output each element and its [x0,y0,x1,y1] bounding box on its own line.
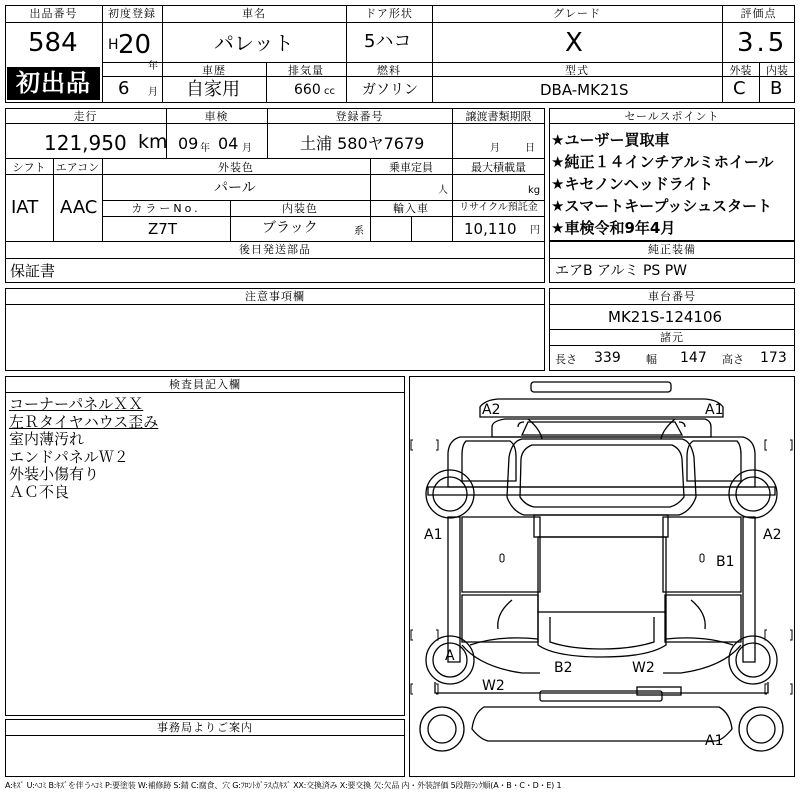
width-value: 147 [680,350,707,366]
length-label: 長さ [555,353,577,366]
door-label: ドア形状 [365,7,413,20]
lot-label: 出品番号 [29,7,78,20]
fuel-value: ガソリン [362,82,418,98]
mileage-unit: km [138,131,168,153]
grade-label: グレード [553,7,601,20]
exterior-grade-label: 外装 [729,64,752,77]
sales-points-label: セールスポイント [624,110,720,123]
office-label: 事務局よりご案内 [157,721,253,734]
damage-mark: W2 [632,660,655,676]
shift-value: IAT [11,197,39,218]
reg-month: 6 [118,78,130,99]
specs-label: 諸元 [660,331,684,344]
displacement-label: 排気量 [288,64,324,77]
plate-value: 土浦 580ヤ7679 [300,134,425,153]
equipment-value: エアB アルミ PS PW [555,263,688,279]
ac-value: AAC [60,197,98,218]
inspection-month-unit: 月 [242,143,252,154]
first-listing-badge: 初出品 [7,67,100,100]
equipment-label: 純正装備 [648,243,696,256]
lot-number: 584 [28,28,78,58]
later-parts-value: 保証書 [10,262,56,280]
car-name: パレット [214,31,294,55]
transfer-label: 譲渡書類期限 [465,110,532,123]
car-diagram [410,377,793,775]
caution-label: 注意事項欄 [245,290,305,303]
damage-mark: B2 [554,660,573,676]
interior-grade: B [770,78,783,99]
inspector-note: 室内薄汚れ [9,430,85,448]
inspection-year: 09 [178,134,199,153]
damage-legend: A:ｷｽﾞ U:ﾍｺﾐ B:ｷｽﾞを伴うﾍｺﾐ P:要塗装 W:補修跡 S:錆 C:腐食、穴 G:ﾌﾛﾝﾄｶﾞﾗｽ点ｷｽﾞ XX:交換済み X:要交換 欠:欠品 内・外装評価 5段階ﾗﾝｸ順(A・B・C・D・E) 1 [5,781,562,790]
model-label: 型式 [565,64,589,77]
max-load-label: 最大積載量 [471,161,526,174]
reg-era: H [108,37,119,53]
chassis-number: MK21S-124106 [608,308,723,326]
inspector-note: 外装小傷有り [9,465,100,483]
inspection-month: 04 [218,134,239,153]
exterior-color-value: パール [214,180,256,196]
damage-mark: A1 [705,733,724,749]
inspection-label: 車検 [204,110,229,123]
reg-year: 20 [118,30,152,60]
sales-point: ★車検令和9年4月 [551,219,676,237]
door-value: 5ハコ [364,31,412,52]
damage-mark: A [445,648,455,664]
reg-month-unit: 月 [148,87,158,98]
score-label: 評価点 [740,7,777,20]
interior-color-unit: 系 [354,226,364,237]
fuel-label: 燃料 [377,64,401,77]
interior-color-value: ブラック [262,220,318,236]
sales-points-list [551,129,774,239]
inspector-notes [9,396,158,501]
color-number-label: カラーNo. [131,202,201,215]
ac-label: エアコン [55,161,100,174]
damage-mark: A1 [705,402,724,418]
model-value: DBA-MK21S [540,81,629,99]
inspector-note: コーナーパネルＸＸ [9,395,144,413]
damage-mark: W2 [482,678,505,694]
damage-mark: A2 [482,402,501,418]
damage-mark: A2 [763,527,782,543]
recycle-label: リサイクル預託金 [459,202,538,213]
exterior-grade: C [733,78,746,99]
car-diagram-box [409,376,795,777]
mileage-label: 走行 [73,110,98,123]
sales-point: ★純正１４インチアルミホイール [551,153,774,171]
capacity-label: 乗車定員 [389,161,433,174]
plate-label: 登録番号 [335,110,384,123]
chassis-label: 車台番号 [648,290,696,303]
car-name-label: 車名 [242,7,266,20]
height-label: 高さ [722,353,744,366]
sales-point: ★キセノンヘッドライト [551,175,714,193]
height-value: 173 [760,350,787,366]
inspector-note: 左Ｒタイヤハウス歪み [9,412,159,431]
sales-point: ★ユーザー買取車 [551,131,670,149]
interior-color-label: 内装色 [282,202,318,215]
later-parts-label: 後日発送部品 [239,243,311,256]
history-label: 車歴 [202,64,226,77]
length-value: 339 [594,350,621,366]
recycle-unit: 円 [530,225,540,236]
first-reg-label: 初度登録 [108,7,156,20]
mileage-value: 121,950 [44,131,127,155]
width-label: 幅 [646,353,657,366]
inspection-year-unit: 年 [200,143,210,154]
history-value: 自家用 [186,79,240,100]
import-label: 輸入車 [393,202,429,215]
transfer-month: 月 [490,143,500,154]
exterior-color-label: 外装色 [218,161,254,174]
color-number-value: Z7T [148,220,177,238]
grade-value: X [565,28,583,58]
shift-label: シフト [12,161,46,174]
max-load-unit: kg [528,185,541,196]
interior-grade-label: 内装 [766,64,788,77]
displacement-unit: cc [324,86,335,97]
inspector-label: 検査員記入欄 [169,378,241,391]
inspector-note: ＡＣ不良 [9,482,70,501]
capacity-unit: 人 [438,185,448,196]
recycle-value: 10,110 [464,220,517,238]
reg-year-unit: 年 [148,61,158,72]
damage-mark: B1 [716,554,735,570]
transfer-day: 日 [525,143,535,154]
damage-mark: A1 [424,527,443,543]
displacement-value: 660 [294,82,321,98]
score-value: 3.5 [737,28,788,58]
inspector-note: エンドパネルＷ２ [9,447,129,466]
sales-point: ★スマートキープッシュスタート [551,197,773,215]
